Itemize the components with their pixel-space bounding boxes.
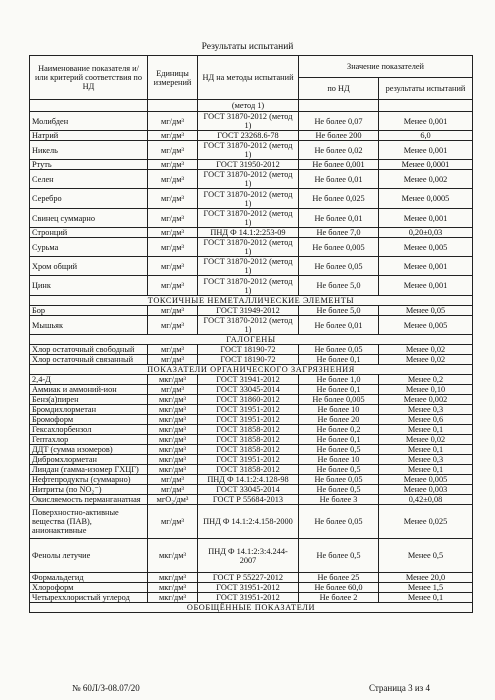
method-cell: ПНД Ф 14.1:2:4.128-98 xyxy=(198,475,299,485)
method-cell: ГОСТ 31951-2012 xyxy=(198,415,299,425)
norm-cell: Не более 10 xyxy=(299,455,379,465)
norm-cell: Не более 0,5 xyxy=(299,485,379,495)
indicator-name: Сурьма xyxy=(30,238,148,257)
indicator-name: Хром общий xyxy=(30,257,148,276)
results-body xyxy=(30,100,473,613)
unit-cell: мкг/дм³ xyxy=(148,583,198,593)
method-cell: ГОСТ 31951-2012 xyxy=(198,593,299,603)
norm-cell: Не более 0,1 xyxy=(299,385,379,395)
indicator-name: Стронций xyxy=(30,228,148,238)
table-row xyxy=(30,475,473,485)
table-row xyxy=(30,465,473,475)
result-cell: Менее 0,005 xyxy=(379,238,473,257)
norm-cell: Не более 0,05 xyxy=(299,505,379,539)
unit-cell: мгО₂/дм³ xyxy=(148,495,198,505)
indicator-name: Нитриты (по NO₂⁻) xyxy=(30,485,148,495)
section-title: ТОКСИЧНЫЕ НЕМЕТАЛЛИЧЕСКИЕ ЭЛЕМЕНТЫ xyxy=(30,296,473,306)
norm-cell: Не более 25 xyxy=(299,573,379,583)
unit-cell: мкг/дм³ xyxy=(148,405,198,415)
result-cell: Менее 0,005 xyxy=(379,316,473,335)
section-row xyxy=(30,365,473,375)
indicator-name: Хлороформ xyxy=(30,583,148,593)
result-cell: Менее 0,005 xyxy=(379,475,473,485)
result-cell: Менее 0,3 xyxy=(379,455,473,465)
section-row xyxy=(30,335,473,345)
result-cell: Менее 0,1 xyxy=(379,445,473,455)
norm-cell: Не более 0,025 xyxy=(299,189,379,209)
indicator-name: Бенз(а)пирен xyxy=(30,395,148,405)
indicator-name: Бромдихлорметан xyxy=(30,405,148,415)
indicator-name: Молибден xyxy=(30,112,148,131)
method-cell: ГОСТ 31858-2012 xyxy=(198,435,299,445)
indicator-name: Серебро xyxy=(30,189,148,209)
table-row xyxy=(30,160,473,170)
result-cell: Менее 0,001 xyxy=(379,257,473,276)
norm-cell: Не более 0,1 xyxy=(299,355,379,365)
indicator-name: Гексахлорбензол xyxy=(30,425,148,435)
unit-cell: мг/дм³ xyxy=(148,276,198,296)
method-cell: ГОСТ 31858-2012 xyxy=(198,425,299,435)
result-cell: Менее 0,001 xyxy=(379,112,473,131)
unit-cell: мг/дм³ xyxy=(148,345,198,355)
method-cell: ГОСТ 31870-2012 (метод 1) xyxy=(198,112,299,131)
unit-cell: мкг/дм³ xyxy=(148,415,198,425)
method-cell: ГОСТ Р 55227-2012 xyxy=(198,573,299,583)
table-row xyxy=(30,131,473,141)
unit-cell: мг/дм³ xyxy=(148,385,198,395)
table-row xyxy=(30,257,473,276)
indicator-name: ДДТ (сумма изомеров) xyxy=(30,445,148,455)
unit-cell: мг/дм³ xyxy=(148,209,198,228)
method-cell: ГОСТ 31858-2012 xyxy=(198,445,299,455)
table-row xyxy=(30,435,473,445)
page-number: Страница 3 из 4 xyxy=(369,683,430,693)
result-cell: Менее 0,002 xyxy=(379,170,473,189)
indicator-name: Гептахлор xyxy=(30,435,148,445)
norm-cell: Не более 0,5 xyxy=(299,445,379,455)
method-cell: ГОСТ 31870-2012 (метод 1) xyxy=(198,141,299,160)
method-cell: ГОСТ 31870-2012 (метод 1) xyxy=(198,209,299,228)
table-row xyxy=(30,316,473,335)
norm-cell: Не более 0,005 xyxy=(299,395,379,405)
indicator-name: Окисляемость перманганатная xyxy=(30,495,148,505)
unit-cell: мкг/дм³ xyxy=(148,425,198,435)
method-cell: ГОСТ 31951-2012 xyxy=(198,583,299,593)
unit-cell: мкг/дм³ xyxy=(148,395,198,405)
table-row xyxy=(30,445,473,455)
norm-cell xyxy=(299,100,379,112)
indicator-name: Селен xyxy=(30,170,148,189)
indicator-name: 2,4-Д xyxy=(30,375,148,385)
result-cell: Менее 0,1 xyxy=(379,593,473,603)
norm-cell: Не более 0,07 xyxy=(299,112,379,131)
result-cell: Менее 0,02 xyxy=(379,345,473,355)
unit-cell: мг/дм³ xyxy=(148,131,198,141)
norm-cell: Не более 5,0 xyxy=(299,276,379,296)
result-cell: Менее 0,003 xyxy=(379,485,473,495)
table-row xyxy=(30,141,473,160)
header-nd: по НД xyxy=(299,78,379,100)
unit-cell: мкг/дм³ xyxy=(148,455,198,465)
norm-cell: Не более 1,0 xyxy=(299,375,379,385)
method-cell: ГОСТ 31951-2012 xyxy=(198,455,299,465)
result-cell: Менее 0,02 xyxy=(379,355,473,365)
table-row xyxy=(30,238,473,257)
header-result: результаты испытаний xyxy=(379,78,473,100)
table-row xyxy=(30,405,473,415)
method-cell: ГОСТ 31858-2012 xyxy=(198,465,299,475)
unit-cell: мкг/дм³ xyxy=(148,465,198,475)
method-cell: ГОСТ Р 55684-2013 xyxy=(198,495,299,505)
result-cell: Менее 0,1 xyxy=(379,425,473,435)
method-cell: ГОСТ 31870-2012 (метод 1) xyxy=(198,238,299,257)
table-row xyxy=(30,112,473,131)
norm-cell: Не более 10 xyxy=(299,405,379,415)
result-cell: Менее 0,0001 xyxy=(379,160,473,170)
norm-cell: Не более 5,0 xyxy=(299,306,379,316)
unit-cell: мкг/дм³ xyxy=(148,375,198,385)
method-cell: ПНД Ф 14.1:2:253-09 xyxy=(198,228,299,238)
result-cell: Менее 0,001 xyxy=(379,276,473,296)
norm-cell: Не более 20 xyxy=(299,415,379,425)
method-cell: ГОСТ 23268.6-78 xyxy=(198,131,299,141)
unit-cell: мкг/дм³ xyxy=(148,573,198,583)
table-row xyxy=(30,385,473,395)
result-cell: Менее 0,3 xyxy=(379,405,473,415)
indicator-name: Никель xyxy=(30,141,148,160)
unit-cell: мг/дм³ xyxy=(148,189,198,209)
result-cell: Менее 0,002 xyxy=(379,395,473,405)
indicator-name: Хлор остаточный свободный xyxy=(30,345,148,355)
result-cell: 6,0 xyxy=(379,131,473,141)
table-row xyxy=(30,415,473,425)
method-cell: ГОСТ 18190-72 xyxy=(198,355,299,365)
table-row xyxy=(30,345,473,355)
section-row xyxy=(30,296,473,306)
norm-cell: Не более 3 xyxy=(299,495,379,505)
unit-cell: мг/дм³ xyxy=(148,505,198,539)
table-row xyxy=(30,306,473,316)
unit-cell: мг/дм³ xyxy=(148,316,198,335)
method-cell: ГОСТ 31870-2012 (метод 1) xyxy=(198,276,299,296)
unit-cell: мкг/дм³ xyxy=(148,445,198,455)
page-title: Результаты испытаний xyxy=(201,42,294,52)
table-row xyxy=(30,455,473,465)
indicator-name: Цинк xyxy=(30,276,148,296)
table-row xyxy=(30,100,473,112)
indicator-name: Свинец суммарно xyxy=(30,209,148,228)
table-row xyxy=(30,209,473,228)
result-cell: Менее 20,0 xyxy=(379,573,473,583)
norm-cell: Не более 0,01 xyxy=(299,170,379,189)
indicator-name: Поверхностно-активные вещества (ПАВ), анионактивные xyxy=(30,505,148,539)
indicator-name: Ртуть xyxy=(30,160,148,170)
indicator-name: Формальдегид xyxy=(30,573,148,583)
result-cell: Менее 0,02 xyxy=(379,435,473,445)
norm-cell: Не более 0,2 xyxy=(299,425,379,435)
method-cell: ГОСТ 31870-2012 (метод 1) xyxy=(198,189,299,209)
table-row xyxy=(30,189,473,209)
result-cell: Менее 0,025 xyxy=(379,505,473,539)
norm-cell: Не более 7,0 xyxy=(299,228,379,238)
unit-cell: мг/дм³ xyxy=(148,306,198,316)
method-cell: ПНД Ф 14.1:2:3:4.244-2007 xyxy=(198,539,299,573)
result-cell: Менее 0,10 xyxy=(379,385,473,395)
method-cell: ПНД Ф 14.1:2:4.158-2000 xyxy=(198,505,299,539)
method-cell: ГОСТ 33045-2014 xyxy=(198,485,299,495)
indicator-name: Четыреххлористый углерод xyxy=(30,593,148,603)
method-cell: ГОСТ 31951-2012 xyxy=(198,405,299,415)
indicator-name: Хлор остаточный связанный xyxy=(30,355,148,365)
method-cell: ГОСТ 18190-72 xyxy=(198,345,299,355)
indicator-name: Фенолы летучие xyxy=(30,539,148,573)
norm-cell: Не более 0,05 xyxy=(299,345,379,355)
unit-cell: мкг/дм³ xyxy=(148,539,198,573)
norm-cell: Не более 0,01 xyxy=(299,209,379,228)
norm-cell: Не более 0,02 xyxy=(299,141,379,160)
norm-cell: Не более 200 xyxy=(299,131,379,141)
unit-cell xyxy=(148,100,198,112)
indicator-name: Мышьяк xyxy=(30,316,148,335)
method-cell: (метод 1) xyxy=(198,100,299,112)
result-cell: Менее 0,5 xyxy=(379,539,473,573)
norm-cell: Не более 0,05 xyxy=(299,475,379,485)
unit-cell: мг/дм³ xyxy=(148,228,198,238)
result-cell: 0,42±0,08 xyxy=(379,495,473,505)
norm-cell: Не более 0,005 xyxy=(299,238,379,257)
table-row xyxy=(30,375,473,385)
result-cell: Менее 0,0005 xyxy=(379,189,473,209)
table-row xyxy=(30,505,473,539)
unit-cell: мг/дм³ xyxy=(148,170,198,189)
method-cell: ГОСТ 33045-2014 xyxy=(198,385,299,395)
unit-cell: мкг/дм³ xyxy=(148,435,198,445)
result-cell: Менее 0,1 xyxy=(379,465,473,475)
norm-cell: Не более 0,5 xyxy=(299,539,379,573)
table-row xyxy=(30,573,473,583)
unit-cell: мг/дм³ xyxy=(148,112,198,131)
table-row xyxy=(30,539,473,573)
results-table xyxy=(29,55,473,613)
table-row xyxy=(30,276,473,296)
table-row xyxy=(30,395,473,405)
header-unit: Единицы измерений xyxy=(148,56,198,100)
indicator-name xyxy=(30,100,148,112)
indicator-name: Дибромхлорметан xyxy=(30,455,148,465)
norm-cell: Не более 2 xyxy=(299,593,379,603)
method-cell: ГОСТ 31860-2012 xyxy=(198,395,299,405)
table-row xyxy=(30,495,473,505)
result-cell: Менее 1,5 xyxy=(379,583,473,593)
table-row xyxy=(30,228,473,238)
norm-cell: Не более 0,1 xyxy=(299,435,379,445)
table-row xyxy=(30,425,473,435)
method-cell: ГОСТ 31870-2012 (метод 1) xyxy=(198,170,299,189)
header-name: Наименование показателя и/или критерий соответствия по НД xyxy=(30,56,148,100)
result-cell: 0,20±0,03 xyxy=(379,228,473,238)
section-title: ГАЛОГЕНЫ xyxy=(30,335,473,345)
indicator-name: Аммиак и аммоний-ион xyxy=(30,385,148,395)
indicator-name: Бромоформ xyxy=(30,415,148,425)
table-row xyxy=(30,593,473,603)
result-cell xyxy=(379,100,473,112)
indicator-name: Бор xyxy=(30,306,148,316)
result-cell: Менее 0,001 xyxy=(379,209,473,228)
norm-cell: Не более 60,0 xyxy=(299,583,379,593)
norm-cell: Не более 0,001 xyxy=(299,160,379,170)
header-value: Значение показателей xyxy=(299,56,473,78)
table-row xyxy=(30,583,473,593)
unit-cell: мг/дм³ xyxy=(148,257,198,276)
method-cell: ГОСТ 31949-2012 xyxy=(198,306,299,316)
unit-cell: мг/дм³ xyxy=(148,355,198,365)
unit-cell: мг/дм³ xyxy=(148,485,198,495)
section-row xyxy=(30,603,473,613)
indicator-name: Натрий xyxy=(30,131,148,141)
table-row xyxy=(30,170,473,189)
unit-cell: мг/дм³ xyxy=(148,238,198,257)
result-cell: Менее 0,6 xyxy=(379,415,473,425)
table-row xyxy=(30,485,473,495)
method-cell: ГОСТ 31870-2012 (метод 1) xyxy=(198,316,299,335)
method-cell: ГОСТ 31941-2012 xyxy=(198,375,299,385)
unit-cell: мкг/дм³ xyxy=(148,593,198,603)
result-cell: Менее 0,05 xyxy=(379,306,473,316)
indicator-name: Нефтепродукты (суммарно) xyxy=(30,475,148,485)
norm-cell: Не более 0,01 xyxy=(299,316,379,335)
norm-cell: Не более 0,05 xyxy=(299,257,379,276)
method-cell: ГОСТ 31870-2012 (метод 1) xyxy=(198,257,299,276)
table-row xyxy=(30,355,473,365)
indicator-name: Линдан (гамма-изомер ГХЦГ) xyxy=(30,465,148,475)
protocol-number: № 60Л/З-08.07/20 xyxy=(72,683,140,693)
method-cell: ГОСТ 31950-2012 xyxy=(198,160,299,170)
unit-cell: мг/дм³ xyxy=(148,141,198,160)
unit-cell: мг/дм³ xyxy=(148,160,198,170)
section-title: ОБОБЩЁННЫЕ ПОКАЗАТЕЛИ xyxy=(30,603,473,613)
section-title: ПОКАЗАТЕЛИ ОРГАНИЧЕСКОГО ЗАГРЯЗНЕНИЯ xyxy=(30,365,473,375)
result-cell: Менее 0,2 xyxy=(379,375,473,385)
norm-cell: Не более 0,5 xyxy=(299,465,379,475)
result-cell: Менее 0,001 xyxy=(379,141,473,160)
header-method: НД на методы испытаний xyxy=(198,56,299,100)
unit-cell: мг/дм³ xyxy=(148,475,198,485)
